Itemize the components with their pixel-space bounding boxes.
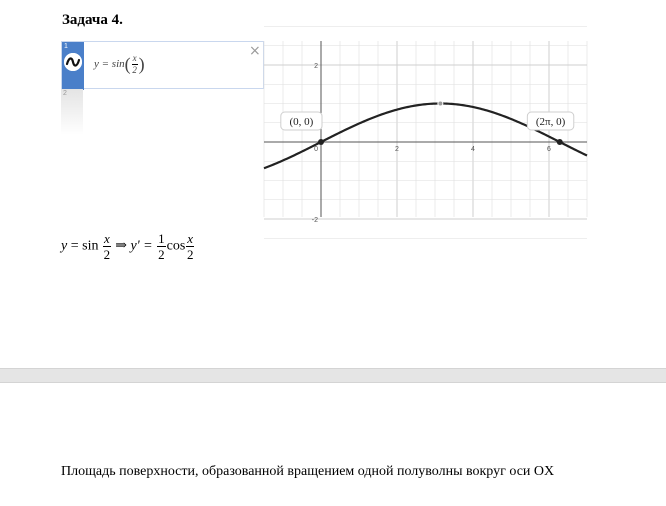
desmos-logo-icon xyxy=(64,53,82,71)
expression-text[interactable]: y = sin( $\frac{x}{2}$ ) xyxy=(94,53,145,75)
formula-implies: ⇒ xyxy=(111,238,131,254)
graph-canvas[interactable] xyxy=(264,41,587,224)
x-tick-label: 4 xyxy=(471,146,475,153)
formula-frac3-den: 2 xyxy=(186,247,194,262)
curve-point xyxy=(557,139,563,145)
empty-expression-number: 2 xyxy=(63,90,67,97)
close-icon[interactable]: × xyxy=(249,43,261,59)
expression-frac-den: 2 xyxy=(132,65,137,75)
point-label: (0, 0) xyxy=(289,116,314,128)
y-tick-label: -2 xyxy=(311,217,318,224)
origin-label: 0 xyxy=(314,146,318,153)
point-label: (2π, 0) xyxy=(535,116,566,128)
derivative-formula xyxy=(61,232,195,261)
expression-lhs: y = sin xyxy=(94,58,125,71)
expression-frac-num: x xyxy=(132,53,137,63)
expression-panel xyxy=(61,41,264,217)
formula-frac1-num: x xyxy=(103,231,110,246)
formula-yprime: y' = xyxy=(130,238,157,254)
formula-y: y xyxy=(61,238,68,254)
graph-widget xyxy=(61,41,587,224)
formula-frac2-den: 2 xyxy=(158,247,165,262)
formula-cos: cos xyxy=(166,238,186,254)
x-tick-label: 6 xyxy=(547,146,551,153)
formula-frac3-num: x xyxy=(187,231,194,246)
expression-row[interactable] xyxy=(61,41,264,89)
formula-frac1-den: 2 xyxy=(103,247,111,262)
y-tick-label: 2 xyxy=(314,63,318,70)
expression-tab[interactable] xyxy=(62,42,84,90)
task-title: Задача 4. xyxy=(62,12,123,28)
curve-point xyxy=(438,101,443,106)
x-tick-label: 2 xyxy=(395,146,399,153)
formula-frac2-num: 1 xyxy=(158,231,165,246)
page-separator xyxy=(0,368,666,383)
curve-point xyxy=(318,139,324,145)
formula-eq-sin: = sin xyxy=(67,238,99,254)
surface-area-text: Площадь поверхности, образованной вращением одной полуволны вокруг оси OX xyxy=(61,464,555,479)
expression-number: 1 xyxy=(64,43,68,50)
